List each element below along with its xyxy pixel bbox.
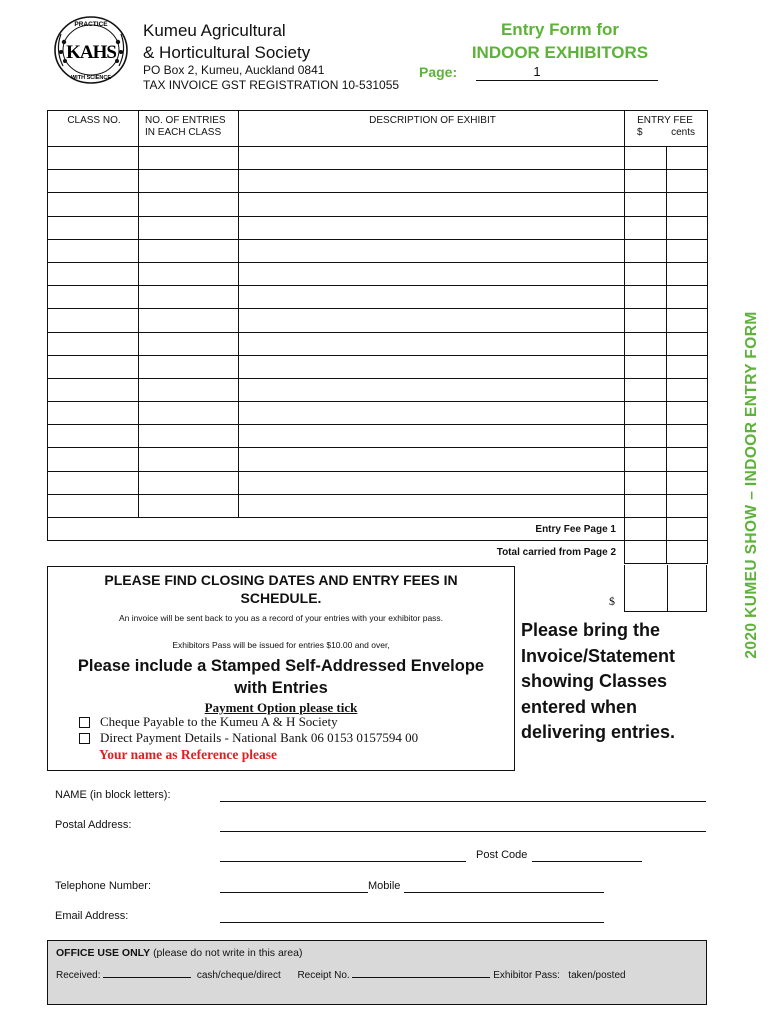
entry-table bbox=[47, 110, 708, 564]
fee-dollars-cell[interactable] bbox=[625, 193, 667, 216]
class-no-cell[interactable] bbox=[48, 471, 139, 494]
pass-note: Exhibitors Pass will be issued for entries $10.00 and over, bbox=[172, 640, 390, 650]
mobile-label: Mobile bbox=[368, 880, 401, 892]
class-no-cell[interactable] bbox=[48, 216, 139, 239]
description-cell[interactable] bbox=[239, 309, 625, 332]
fee-cents-cell[interactable] bbox=[667, 286, 708, 309]
society-logo bbox=[52, 14, 130, 86]
description-cell[interactable] bbox=[239, 471, 625, 494]
total-amount-box[interactable] bbox=[624, 565, 707, 612]
reference-note: Your name as Reference please bbox=[99, 747, 277, 762]
payment-option-direct[interactable]: Direct Payment Details - National Bank 06 0153 0157594 00 bbox=[79, 730, 418, 746]
fee-dollars-cell[interactable] bbox=[625, 355, 667, 378]
table-row bbox=[48, 355, 708, 378]
postcode-label: Post Code bbox=[476, 849, 528, 861]
fee-dollars-cell[interactable] bbox=[625, 518, 667, 541]
table-row bbox=[48, 262, 708, 285]
table-row bbox=[48, 286, 708, 309]
description-cell[interactable] bbox=[239, 170, 625, 193]
fee-cents-cell[interactable] bbox=[667, 355, 708, 378]
entries-cell[interactable] bbox=[139, 170, 239, 193]
description-cell[interactable] bbox=[239, 193, 625, 216]
fee-cents-cell[interactable] bbox=[667, 494, 708, 517]
svg-text:PRACTICE: PRACTICE bbox=[74, 21, 108, 28]
postal-field-line2[interactable] bbox=[220, 861, 466, 862]
fee-dollars-cell[interactable] bbox=[625, 541, 667, 564]
table-row bbox=[48, 239, 708, 262]
description-cell[interactable] bbox=[239, 239, 625, 262]
class-no-cell[interactable] bbox=[48, 332, 139, 355]
email-field[interactable] bbox=[220, 922, 604, 923]
entries-cell[interactable] bbox=[139, 471, 239, 494]
office-use-box bbox=[47, 940, 707, 1005]
fee-cents-cell[interactable] bbox=[667, 518, 708, 541]
entry-fee-row bbox=[48, 518, 708, 541]
description-cell[interactable] bbox=[239, 147, 625, 170]
postal-label: Postal Address: bbox=[55, 819, 132, 831]
org-name: Kumeu Agricultural & Horticultural Society bbox=[143, 21, 311, 62]
entries-cell[interactable] bbox=[139, 355, 239, 378]
class-no-cell[interactable] bbox=[48, 239, 139, 262]
svg-text:WITH SCIENCE: WITH SCIENCE bbox=[70, 75, 112, 81]
col-entry-fee: ENTRY FEE $ cents bbox=[625, 111, 708, 147]
email-label: Email Address: bbox=[55, 910, 129, 922]
class-no-cell[interactable] bbox=[48, 355, 139, 378]
description-cell[interactable] bbox=[239, 425, 625, 448]
description-cell[interactable] bbox=[239, 262, 625, 285]
fee-dollars-cell[interactable] bbox=[625, 425, 667, 448]
table-row bbox=[48, 170, 708, 193]
description-cell[interactable] bbox=[239, 448, 625, 471]
fee-dollars-cell[interactable] bbox=[625, 471, 667, 494]
name-label: NAME (in block letters): bbox=[55, 789, 171, 801]
class-no-cell[interactable] bbox=[48, 170, 139, 193]
class-no-cell[interactable] bbox=[48, 494, 139, 517]
entries-cell[interactable] bbox=[139, 448, 239, 471]
fee-cents-cell[interactable] bbox=[667, 402, 708, 425]
table-row bbox=[48, 494, 708, 517]
fee-dollars-cell[interactable] bbox=[625, 494, 667, 517]
fee-cents-cell[interactable] bbox=[667, 448, 708, 471]
postal-field-line1[interactable] bbox=[220, 831, 706, 832]
envelope-notice: Please include a Stamped Self-Addressed Envelope with Entries bbox=[77, 657, 485, 697]
fee-cents-cell[interactable] bbox=[667, 216, 708, 239]
postcode-field[interactable] bbox=[532, 861, 642, 862]
office-title: OFFICE USE ONLY (please do not write in this area) bbox=[56, 947, 303, 959]
fee-dollars-cell[interactable] bbox=[625, 286, 667, 309]
entries-cell[interactable] bbox=[139, 147, 239, 170]
description-cell[interactable] bbox=[239, 378, 625, 401]
fee-cents-cell[interactable] bbox=[667, 425, 708, 448]
total-carried-label: Total carried from Page 2 bbox=[496, 547, 616, 559]
entries-cell[interactable] bbox=[139, 262, 239, 285]
table-row bbox=[48, 332, 708, 355]
fee-dollars-cell[interactable] bbox=[625, 147, 667, 170]
description-cell[interactable] bbox=[239, 355, 625, 378]
entries-cell[interactable] bbox=[139, 425, 239, 448]
table-row bbox=[48, 402, 708, 425]
description-cell[interactable] bbox=[239, 216, 625, 239]
total-carried-row bbox=[48, 541, 708, 564]
table-row bbox=[48, 193, 708, 216]
col-description: DESCRIPTION OF EXHIBIT bbox=[239, 111, 625, 147]
invoice-note: An invoice will be sent back to you as a record of your entries with your exhibitor pass. bbox=[118, 613, 444, 623]
received-field[interactable] bbox=[103, 967, 191, 978]
table-row bbox=[48, 448, 708, 471]
col-class-no: CLASS NO. bbox=[48, 111, 139, 147]
entries-cell[interactable] bbox=[139, 309, 239, 332]
class-no-cell[interactable] bbox=[48, 262, 139, 285]
fee-dollars-cell[interactable] bbox=[625, 216, 667, 239]
fee-dollars-cell[interactable] bbox=[625, 448, 667, 471]
class-no-cell[interactable] bbox=[48, 193, 139, 216]
entries-cell[interactable] bbox=[139, 216, 239, 239]
entries-cell[interactable] bbox=[139, 402, 239, 425]
payment-heading: Payment Option please tick bbox=[204, 700, 358, 715]
receipt-field[interactable] bbox=[352, 967, 490, 978]
fee-cents-cell[interactable] bbox=[667, 309, 708, 332]
table-row bbox=[48, 471, 708, 494]
fee-cents-cell[interactable] bbox=[667, 332, 708, 355]
table-row bbox=[48, 309, 708, 332]
entries-cell[interactable] bbox=[139, 193, 239, 216]
class-no-cell[interactable] bbox=[48, 147, 139, 170]
fee-cents-cell[interactable] bbox=[667, 541, 708, 564]
col-entries: NO. OF ENTRIES IN EACH CLASS bbox=[139, 111, 239, 147]
description-cell[interactable] bbox=[239, 494, 625, 517]
table-row bbox=[48, 378, 708, 401]
telephone-label: Telephone Number: bbox=[55, 880, 152, 892]
fee-cents-cell[interactable] bbox=[667, 170, 708, 193]
org-address: PO Box 2, Kumeu, Auckland 0841 TAX INVOICE GST REGISTRATION 10-531055 bbox=[143, 63, 400, 92]
table-row bbox=[48, 425, 708, 448]
entries-cell[interactable] bbox=[139, 332, 239, 355]
fee-cents-cell[interactable] bbox=[667, 262, 708, 285]
payment-option-cheque[interactable]: Cheque Payable to the Kumeu A & H Society bbox=[79, 714, 338, 730]
fee-cents-cell[interactable] bbox=[667, 147, 708, 170]
table-row bbox=[48, 147, 708, 170]
direct-checkbox[interactable] bbox=[79, 733, 90, 744]
form-title: Entry Form for INDOOR EXHIBITORS bbox=[471, 20, 649, 62]
telephone-field[interactable] bbox=[220, 892, 368, 893]
closing-dates-notice: PLEASE FIND CLOSING DATES AND ENTRY FEES IN SCHEDULE. bbox=[104, 572, 458, 606]
fee-dollars-cell[interactable] bbox=[625, 170, 667, 193]
class-no-cell[interactable] bbox=[48, 425, 139, 448]
office-row: Received: cash/cheque/direct Receipt No. Exhibitor Pass: taken/posted bbox=[56, 967, 626, 981]
fee-cents-cell[interactable] bbox=[667, 378, 708, 401]
class-no-cell[interactable] bbox=[48, 286, 139, 309]
name-field[interactable] bbox=[220, 801, 706, 802]
entries-cell[interactable] bbox=[139, 286, 239, 309]
description-cell[interactable] bbox=[239, 332, 625, 355]
fee-cents-cell[interactable] bbox=[667, 471, 708, 494]
cheque-checkbox[interactable] bbox=[79, 717, 90, 728]
side-title: 2020 KUMEU SHOW – INDOOR ENTRY FORM bbox=[743, 311, 760, 659]
entries-cell[interactable] bbox=[139, 494, 239, 517]
fee-cents-cell[interactable] bbox=[667, 239, 708, 262]
page-number-field[interactable]: 1 bbox=[476, 64, 658, 81]
class-no-cell[interactable] bbox=[48, 402, 139, 425]
class-no-cell[interactable] bbox=[48, 448, 139, 471]
table-header-row bbox=[48, 111, 708, 147]
fee-dollars-cell[interactable] bbox=[625, 332, 667, 355]
fee-dollars-cell[interactable] bbox=[625, 378, 667, 401]
fee-dollars-cell[interactable] bbox=[625, 309, 667, 332]
description-cell[interactable] bbox=[239, 286, 625, 309]
entries-cell[interactable] bbox=[139, 378, 239, 401]
bring-invoice-note: Please bring the Invoice/Statement showing Classes entered when delivering entries. bbox=[521, 620, 676, 742]
fee-cents-cell[interactable] bbox=[667, 193, 708, 216]
description-cell[interactable] bbox=[239, 402, 625, 425]
class-no-cell[interactable] bbox=[48, 378, 139, 401]
table-row bbox=[48, 216, 708, 239]
svg-text:KAHS: KAHS bbox=[66, 42, 116, 63]
info-box bbox=[47, 566, 515, 771]
class-no-cell[interactable] bbox=[48, 309, 139, 332]
entries-cell[interactable] bbox=[139, 239, 239, 262]
page-label: Page: bbox=[419, 64, 458, 80]
fee-dollars-cell[interactable] bbox=[625, 402, 667, 425]
entry-fee-label: Entry Fee Page 1 bbox=[48, 518, 625, 541]
mobile-field[interactable] bbox=[404, 892, 604, 893]
fee-dollars-cell[interactable] bbox=[625, 239, 667, 262]
fee-dollars-cell[interactable] bbox=[625, 262, 667, 285]
total-dollar-sign: $ bbox=[609, 594, 615, 608]
